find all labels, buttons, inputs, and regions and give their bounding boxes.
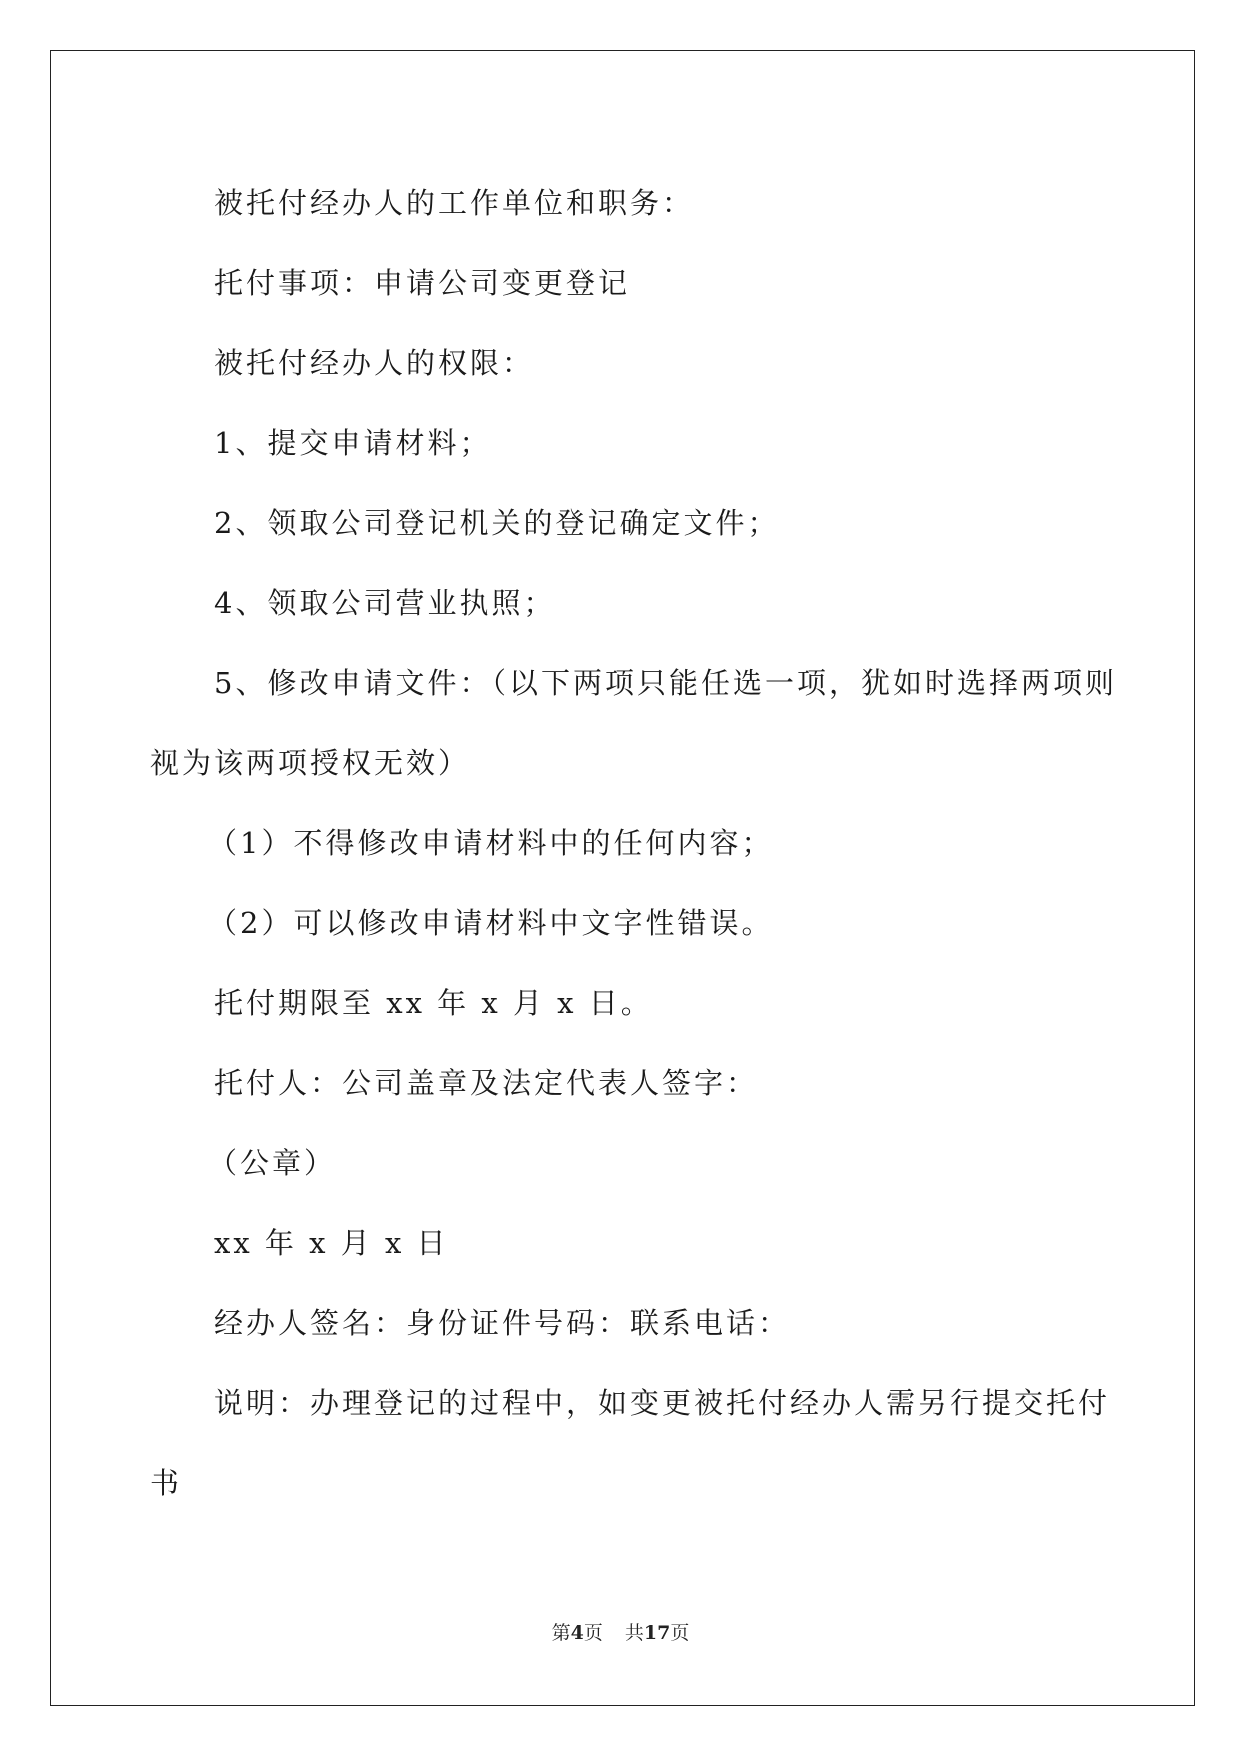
paragraph-date: xx 年 x 月 x 日 — [214, 1226, 449, 1260]
footer-total-prefix: 共 — [624, 1622, 644, 1644]
document-body — [150, 163, 1117, 1523]
footer-page-prefix: 第 — [551, 1622, 571, 1644]
paragraph-note-line-1: 说明：办理登记的过程中，如变更被托付经办人需另行提交托付 — [214, 1386, 1111, 1420]
footer-page-suffix: 页 — [583, 1622, 603, 1644]
paragraph-entrusted-matter: 托付事项：申请公司变更登记 — [214, 266, 631, 300]
paragraph-item-5-line-2: 视为该两项授权无效） — [150, 746, 471, 780]
paragraph-deadline: 托付期限至 xx 年 x 月 x 日。 — [214, 986, 653, 1020]
paragraph-authority-heading: 被托付经办人的权限： — [214, 346, 535, 380]
paragraph-principal: 托付人：公司盖章及法定代表人签字： — [214, 1066, 759, 1100]
paragraph-option-2: （2）可以修改申请材料中文字性错误。 — [208, 906, 774, 940]
paragraph-handler-signature: 经办人签名：身份证件号码：联系电话： — [214, 1306, 791, 1340]
paragraph-item-5-line-1: 5、修改申请文件：（以下两项只能任选一项，犹如时选择两项则 — [214, 666, 1117, 700]
paragraph-note-line-2: 书 — [150, 1466, 183, 1500]
paragraph-handler-unit: 被托付经办人的工作单位和职务： — [214, 186, 695, 220]
footer-page-number: 4 — [570, 1622, 584, 1644]
paragraph-item-5 — [150, 643, 1117, 803]
footer-total-pages: 17 — [643, 1622, 671, 1644]
page-footer — [0, 1618, 1241, 1645]
paragraph-item-2: 2、领取公司登记机关的登记确定文件； — [214, 506, 780, 540]
paragraph-item-1: 1、提交申请材料； — [214, 426, 492, 460]
paragraph-note — [150, 1363, 1111, 1523]
paragraph-item-4: 4、领取公司营业执照； — [214, 586, 556, 620]
paragraph-seal: （公章） — [208, 1146, 337, 1180]
paragraph-option-1: （1）不得修改申请材料中的任何内容； — [208, 826, 774, 860]
footer-total-suffix: 页 — [670, 1622, 690, 1644]
